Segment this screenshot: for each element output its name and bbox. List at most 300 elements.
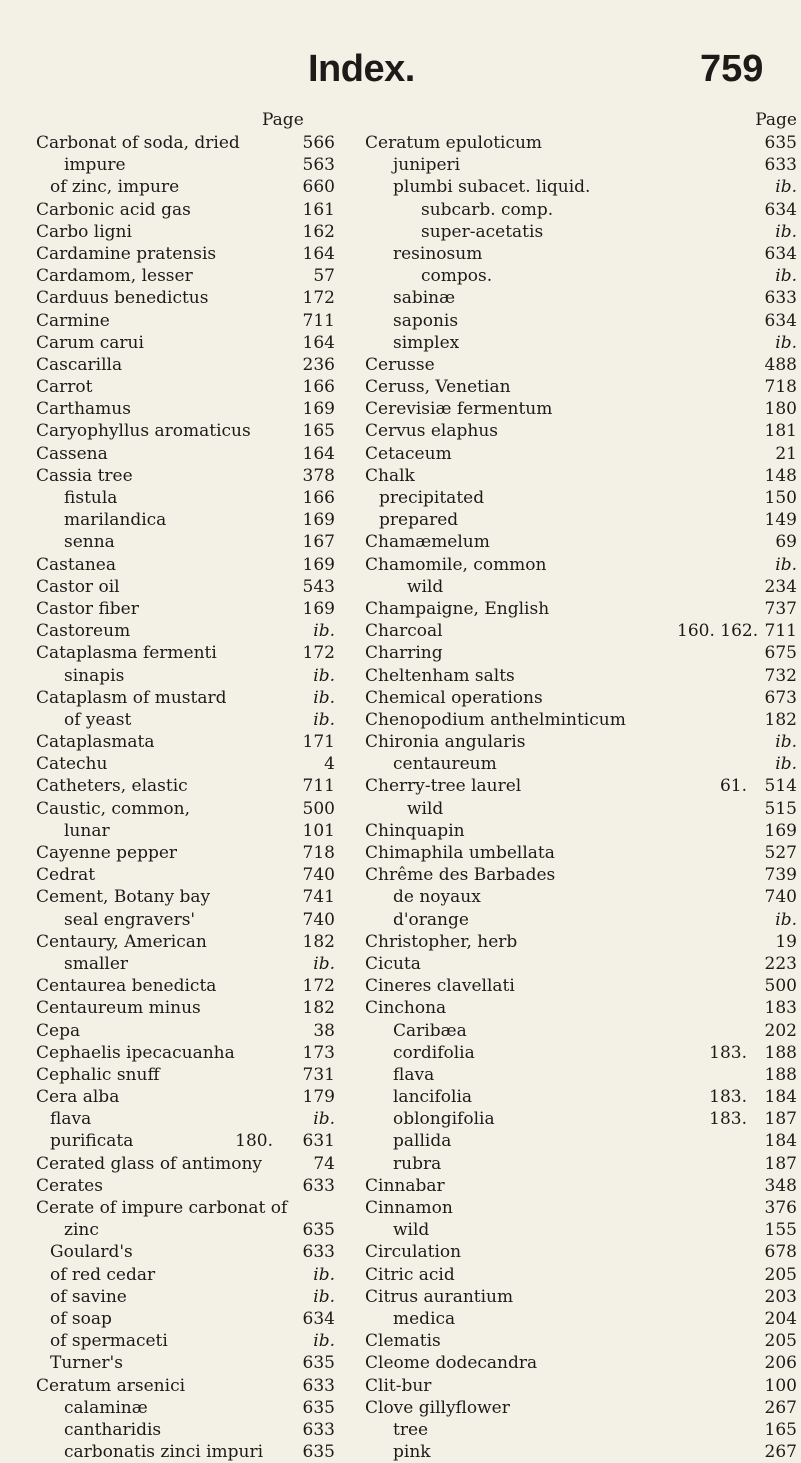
- entry-page: 184: [764, 1131, 797, 1152]
- entry-page: ib.: [313, 621, 335, 642]
- entry-term: Cataplasm of mustard: [36, 687, 227, 708]
- index-entry: [0, 1264, 335, 1286]
- entry-page: 166: [302, 488, 335, 508]
- entry-page: 172: [302, 976, 335, 997]
- entry-term: pink: [393, 1442, 431, 1463]
- entry-page: 164: [302, 332, 335, 353]
- entry-term: Catechu: [36, 754, 108, 775]
- index-entry: [0, 554, 335, 576]
- entry-page: 173: [302, 1042, 335, 1063]
- entry-page: 732: [764, 665, 797, 686]
- entry-page: 635: [764, 133, 797, 153]
- index-entry: [335, 687, 797, 709]
- entry-term: Cepa: [36, 1020, 81, 1041]
- entry-term: senna: [64, 532, 115, 553]
- entry-page: 718: [764, 377, 797, 398]
- entry-term: Cephalic snuff: [36, 1064, 160, 1085]
- entry-term: Cinchona: [365, 998, 447, 1019]
- index-entry: [0, 665, 335, 687]
- entry-term: fistula: [64, 488, 118, 508]
- entry-page: 500: [302, 798, 335, 819]
- entry-term: seal engravers': [64, 909, 196, 930]
- entry-term: Caustic, common,: [36, 798, 190, 819]
- entry-page: 166: [302, 377, 335, 398]
- entry-page: 635: [302, 1442, 335, 1463]
- page-number: 759: [700, 48, 764, 90]
- entry-page: 678: [764, 1242, 797, 1263]
- entry-extra-pages: 183.: [709, 1109, 747, 1130]
- entry-term: centaureum: [393, 754, 497, 775]
- entry-term: purificata: [50, 1131, 134, 1152]
- index-entry: [335, 1042, 797, 1064]
- entry-page: 203: [764, 1286, 797, 1307]
- entry-term: Caryophyllus aromaticus: [36, 421, 251, 442]
- entry-term: flava: [393, 1064, 435, 1085]
- index-entries: [335, 132, 797, 1463]
- index-entry: [335, 709, 797, 731]
- index-entry: [0, 798, 335, 820]
- entry-page: 527: [764, 843, 797, 863]
- index-entry: [0, 199, 335, 221]
- entry-term: Citric acid: [365, 1264, 455, 1285]
- index-entry: [0, 1153, 335, 1175]
- entry-term: Cleome dodecandra: [365, 1353, 538, 1374]
- entry-extra-pages: 61.: [719, 776, 747, 797]
- entry-term: Cement, Botany bay: [36, 887, 211, 908]
- entry-page: 150: [764, 488, 797, 508]
- entry-page: ib.: [775, 554, 797, 575]
- entry-term: Cedrat: [36, 865, 96, 886]
- entry-page: 741: [302, 887, 335, 908]
- index-entry: [335, 176, 797, 198]
- entry-page: 204: [764, 1308, 797, 1329]
- entry-page: 633: [764, 155, 797, 176]
- entry-term: Cerates: [36, 1175, 103, 1196]
- entry-term: Cherry-tree laurel: [365, 776, 522, 797]
- index-entry: [0, 398, 335, 420]
- entry-term: d'orange: [393, 909, 469, 930]
- entry-term: Cerevisiæ fermentum: [365, 399, 553, 420]
- entry-page: ib.: [313, 687, 335, 708]
- entry-term: Carbo ligni: [36, 221, 132, 242]
- entry-term: Castor fiber: [36, 598, 139, 619]
- index-entry: [0, 731, 335, 753]
- index-entry: [0, 1397, 335, 1419]
- index-entry: [0, 709, 335, 731]
- entry-page: 148: [764, 465, 797, 486]
- entry-page: 184: [764, 1087, 797, 1108]
- entry-page: 633: [302, 1419, 335, 1440]
- index-entry: [0, 1286, 335, 1308]
- entry-term: Chironia angularis: [365, 732, 526, 753]
- entry-term: Christopher, herb: [365, 931, 518, 952]
- entry-term: Cayenne pepper: [36, 843, 178, 863]
- entry-page: 711: [764, 621, 797, 642]
- index-entry: [0, 1219, 335, 1241]
- entry-page: 543: [302, 576, 335, 597]
- entry-term: of soap: [50, 1308, 112, 1329]
- entry-page: 633: [764, 288, 797, 309]
- index-entry: [0, 487, 335, 509]
- index-entry: [335, 931, 797, 953]
- entry-page: 711: [302, 776, 335, 797]
- page-title: Index.: [308, 48, 415, 90]
- index-entry: [0, 687, 335, 709]
- entry-term: wild: [407, 576, 444, 597]
- index-entry: [0, 931, 335, 953]
- entry-page: ib.: [775, 754, 797, 775]
- index-entry: [335, 598, 797, 620]
- index-entry: [0, 1352, 335, 1374]
- column-page-label: Page: [262, 110, 304, 130]
- page-header: [0, 48, 801, 98]
- entry-term: Cinnabar: [365, 1175, 445, 1196]
- index-entry: [335, 354, 797, 376]
- entry-page: 182: [302, 998, 335, 1019]
- index-entry: [335, 443, 797, 465]
- entry-page: 165: [764, 1419, 797, 1440]
- index-entry: [335, 1264, 797, 1286]
- index-entry: [0, 1175, 335, 1197]
- entry-term: subcarb. comp.: [421, 199, 554, 220]
- entry-term: Carum carui: [36, 332, 144, 353]
- entry-page: 376: [764, 1198, 797, 1218]
- index-entry: [335, 310, 797, 332]
- entry-page: 162: [302, 221, 335, 242]
- entry-term: Cardamine pratensis: [36, 243, 217, 264]
- index-entry: [335, 886, 797, 908]
- index-entry: [335, 554, 797, 576]
- index-entry: [335, 531, 797, 553]
- entry-term: Cerusse: [365, 354, 435, 375]
- entry-page: 267: [764, 1397, 797, 1418]
- entry-page: 188: [764, 1064, 797, 1085]
- entry-term: impure: [64, 155, 126, 176]
- entry-term: plumbi subacet. liquid.: [393, 177, 591, 198]
- index-entry: [0, 1042, 335, 1064]
- index-entry: [335, 731, 797, 753]
- index-entry: [0, 1020, 335, 1042]
- index-entry: [335, 1241, 797, 1263]
- entry-page: 514: [764, 776, 797, 797]
- entry-page: ib.: [313, 1331, 335, 1352]
- index-entry: [0, 531, 335, 553]
- entry-term: lancifolia: [393, 1087, 473, 1108]
- entry-term: simplex: [393, 332, 460, 353]
- index-entry: [0, 620, 335, 642]
- index-entry: [335, 975, 797, 997]
- index-entry: [0, 1441, 335, 1463]
- index-entry: [0, 1375, 335, 1397]
- entry-page: ib.: [775, 332, 797, 353]
- entry-page: 155: [764, 1220, 797, 1241]
- entry-term: Centaureum minus: [36, 998, 201, 1019]
- entry-page: ib.: [775, 732, 797, 753]
- index-entry: [335, 487, 797, 509]
- entry-page: 187: [764, 1153, 797, 1174]
- entry-page: 182: [302, 931, 335, 952]
- index-entry: [335, 154, 797, 176]
- entry-term: oblongifolia: [393, 1109, 495, 1130]
- index-entry: [0, 443, 335, 465]
- entry-term: Ceratum epuloticum: [365, 133, 543, 153]
- entry-page: 169: [764, 820, 797, 841]
- entry-term: Carbonic acid gas: [36, 199, 191, 220]
- entry-page: ib.: [775, 221, 797, 242]
- index-entry: [335, 642, 797, 664]
- entry-page: ib.: [313, 1264, 335, 1285]
- index-entry: [335, 909, 797, 931]
- index-entry: [0, 221, 335, 243]
- entry-page: 348: [764, 1175, 797, 1196]
- entry-page: 718: [302, 843, 335, 863]
- index-entry: [335, 1375, 797, 1397]
- index-entry: [0, 1108, 335, 1130]
- entry-page: 164: [302, 243, 335, 264]
- index-entry: [0, 1330, 335, 1352]
- index-entry: [0, 1308, 335, 1330]
- index-entry: [0, 420, 335, 442]
- entry-term: Carduus benedictus: [36, 288, 209, 309]
- index-entry: [0, 376, 335, 398]
- index-entry: [0, 642, 335, 664]
- entry-page: 634: [764, 243, 797, 264]
- entry-term: Cerate of impure carbonat of: [36, 1198, 288, 1218]
- index-entry: [0, 864, 335, 886]
- entry-term: compos.: [421, 266, 493, 287]
- index-entry: [335, 1175, 797, 1197]
- index-entry: [335, 1153, 797, 1175]
- entry-page: 267: [764, 1442, 797, 1463]
- entry-page: 740: [302, 909, 335, 930]
- index-entry: [335, 775, 797, 797]
- entry-term: zinc: [64, 1220, 99, 1241]
- index-entry: [335, 1108, 797, 1130]
- entry-term: wild: [393, 1220, 430, 1241]
- entry-term: Cera alba: [36, 1087, 120, 1108]
- entry-page: ib.: [313, 1286, 335, 1307]
- entry-page: 164: [302, 443, 335, 464]
- entry-page: 563: [302, 155, 335, 176]
- entry-page: 165: [302, 421, 335, 442]
- entry-extra-pages: 180.: [235, 1131, 273, 1152]
- index-entry: [335, 132, 797, 154]
- index-entry: [0, 509, 335, 531]
- entry-term: Cataplasma fermenti: [36, 643, 217, 664]
- entry-term: Caribæa: [393, 1020, 467, 1041]
- entry-page: 635: [302, 1353, 335, 1374]
- entry-page: 38: [313, 1020, 335, 1041]
- entry-page: 169: [302, 598, 335, 619]
- entry-page: 169: [302, 554, 335, 575]
- entry-page: ib.: [775, 909, 797, 930]
- entry-term: Ceratum arsenici: [36, 1375, 186, 1396]
- index-entry: [0, 953, 335, 975]
- index-entry: [335, 1286, 797, 1308]
- entry-term: cordifolia: [393, 1042, 475, 1063]
- entry-page: 182: [764, 709, 797, 730]
- entry-page: 188: [764, 1042, 797, 1063]
- index-entry: [0, 265, 335, 287]
- index-entry: [0, 997, 335, 1019]
- entry-page: 205: [764, 1264, 797, 1285]
- entry-term: Chalk: [365, 465, 415, 486]
- entry-term: Carrot: [36, 377, 93, 398]
- entry-page: 69: [775, 532, 797, 553]
- entry-page: 378: [302, 465, 335, 486]
- entry-term: Cataplasmata: [36, 732, 155, 753]
- entry-page: 57: [313, 266, 335, 287]
- index-entry: [335, 1197, 797, 1219]
- index-entry: [0, 1130, 335, 1152]
- index-entry: [0, 753, 335, 775]
- entry-term: Cetaceum: [365, 443, 452, 464]
- index-entry: [0, 154, 335, 176]
- index-entry: [0, 310, 335, 332]
- index-entry: [0, 576, 335, 598]
- entry-term: Centaurea benedicta: [36, 976, 217, 997]
- entry-page: 737: [764, 598, 797, 619]
- entry-term: lunar: [64, 820, 110, 841]
- entry-page: 634: [302, 1308, 335, 1329]
- index-entry: [0, 1241, 335, 1263]
- entry-page: ib.: [313, 953, 335, 974]
- entry-page: 101: [302, 820, 335, 841]
- entry-extra-pages: 183.: [709, 1087, 747, 1108]
- entry-page: 488: [764, 354, 797, 375]
- index-entry: [335, 243, 797, 265]
- index-entry: [335, 1086, 797, 1108]
- index-entry: [335, 753, 797, 775]
- entry-term: prepared: [379, 510, 459, 531]
- index-entry: [335, 1064, 797, 1086]
- entry-page: 673: [764, 687, 797, 708]
- entry-page: 206: [764, 1353, 797, 1374]
- index-entry: [0, 909, 335, 931]
- index-entry: [0, 1419, 335, 1441]
- entry-page: 169: [302, 510, 335, 531]
- column-page-label: Page: [755, 110, 797, 130]
- entry-extra-pages: 183.: [709, 1042, 747, 1063]
- index-column-left: [0, 110, 335, 1463]
- index-entry: [335, 1308, 797, 1330]
- entry-page: ib.: [313, 1109, 335, 1130]
- entry-term: Catheters, elastic: [36, 776, 188, 797]
- entry-page: 202: [764, 1020, 797, 1041]
- entry-term: Citrus aurantium: [365, 1286, 514, 1307]
- index-entry: [335, 199, 797, 221]
- entry-page: 167: [302, 532, 335, 553]
- entry-page: 180: [764, 399, 797, 420]
- entry-page: 19: [775, 931, 797, 952]
- entry-page: 515: [764, 798, 797, 819]
- entry-term: of red cedar: [50, 1264, 156, 1285]
- entry-term: Cineres clavellati: [365, 976, 515, 997]
- entry-term: Charring: [365, 643, 443, 664]
- index-entry: [335, 376, 797, 398]
- entry-term: of zinc, impure: [50, 177, 180, 198]
- index-entry: [335, 1419, 797, 1441]
- entry-term: of yeast: [64, 709, 132, 730]
- entry-term: of spermaceti: [50, 1331, 168, 1352]
- index-entry: [335, 997, 797, 1019]
- entry-term: sinapis: [64, 665, 125, 686]
- entry-term: super-acetatis: [421, 221, 544, 242]
- index-entry: [0, 243, 335, 265]
- entry-page: 223: [764, 953, 797, 974]
- entry-term: Clove gillyflower: [365, 1397, 510, 1418]
- entry-page: 234: [764, 576, 797, 597]
- entry-extra-pages: 160. 162.: [677, 621, 759, 642]
- entry-term: Cephaelis ipecacuanha: [36, 1042, 235, 1063]
- entry-page: 631: [302, 1131, 335, 1152]
- entry-term: Cicuta: [365, 953, 421, 974]
- entry-term: Cassia tree: [36, 465, 133, 486]
- entry-term: rubra: [393, 1153, 442, 1174]
- entry-page: 500: [764, 976, 797, 997]
- entry-term: Clematis: [365, 1331, 441, 1352]
- entry-term: Cascarilla: [36, 354, 123, 375]
- entry-term: Chamæmelum: [365, 532, 490, 553]
- entry-page: 4: [324, 754, 335, 775]
- entry-page: ib.: [313, 709, 335, 730]
- entry-term: Chrême des Barbades: [365, 865, 556, 886]
- entry-term: Turner's: [50, 1353, 123, 1374]
- index-entry: [335, 665, 797, 687]
- entry-term: Circulation: [365, 1242, 462, 1263]
- index-entry: [0, 886, 335, 908]
- index-entry: [335, 620, 797, 642]
- entry-page: 740: [302, 865, 335, 886]
- index-entry: [335, 287, 797, 309]
- entry-page: 205: [764, 1331, 797, 1352]
- index-entry: [335, 1020, 797, 1042]
- index-entry: [0, 1197, 335, 1219]
- entry-page: 21: [775, 443, 797, 464]
- entry-term: Cardamom, lesser: [36, 266, 193, 287]
- entry-term: Carthamus: [36, 399, 131, 420]
- index-entry: [335, 1219, 797, 1241]
- index-entry: [0, 842, 335, 864]
- entry-term: Cinnamon: [365, 1198, 453, 1218]
- entry-page: 100: [764, 1375, 797, 1396]
- index-entry: [335, 1330, 797, 1352]
- entry-page: 660: [302, 177, 335, 198]
- entry-term: saponis: [393, 310, 459, 331]
- entry-page: 187: [764, 1109, 797, 1130]
- entry-page: 635: [302, 1397, 335, 1418]
- entry-term: medica: [393, 1308, 456, 1329]
- entry-page: 181: [764, 421, 797, 442]
- entry-page: 161: [302, 199, 335, 220]
- entry-term: Chenopodium anthelminticum: [365, 709, 626, 730]
- entry-page: 633: [302, 1375, 335, 1396]
- entry-page: 634: [764, 310, 797, 331]
- index-entry: [335, 798, 797, 820]
- entry-term: Castor oil: [36, 576, 120, 597]
- entry-page: 739: [764, 865, 797, 886]
- entry-term: de noyaux: [393, 887, 481, 908]
- entry-page: ib.: [775, 266, 797, 287]
- entry-page: 169: [302, 399, 335, 420]
- index-entry: [335, 221, 797, 243]
- index-entry: [335, 265, 797, 287]
- index-entry: [335, 864, 797, 886]
- entry-term: juniperi: [393, 155, 461, 176]
- entry-page: 633: [302, 1242, 335, 1263]
- entry-term: flava: [50, 1109, 92, 1130]
- index-entry: [335, 420, 797, 442]
